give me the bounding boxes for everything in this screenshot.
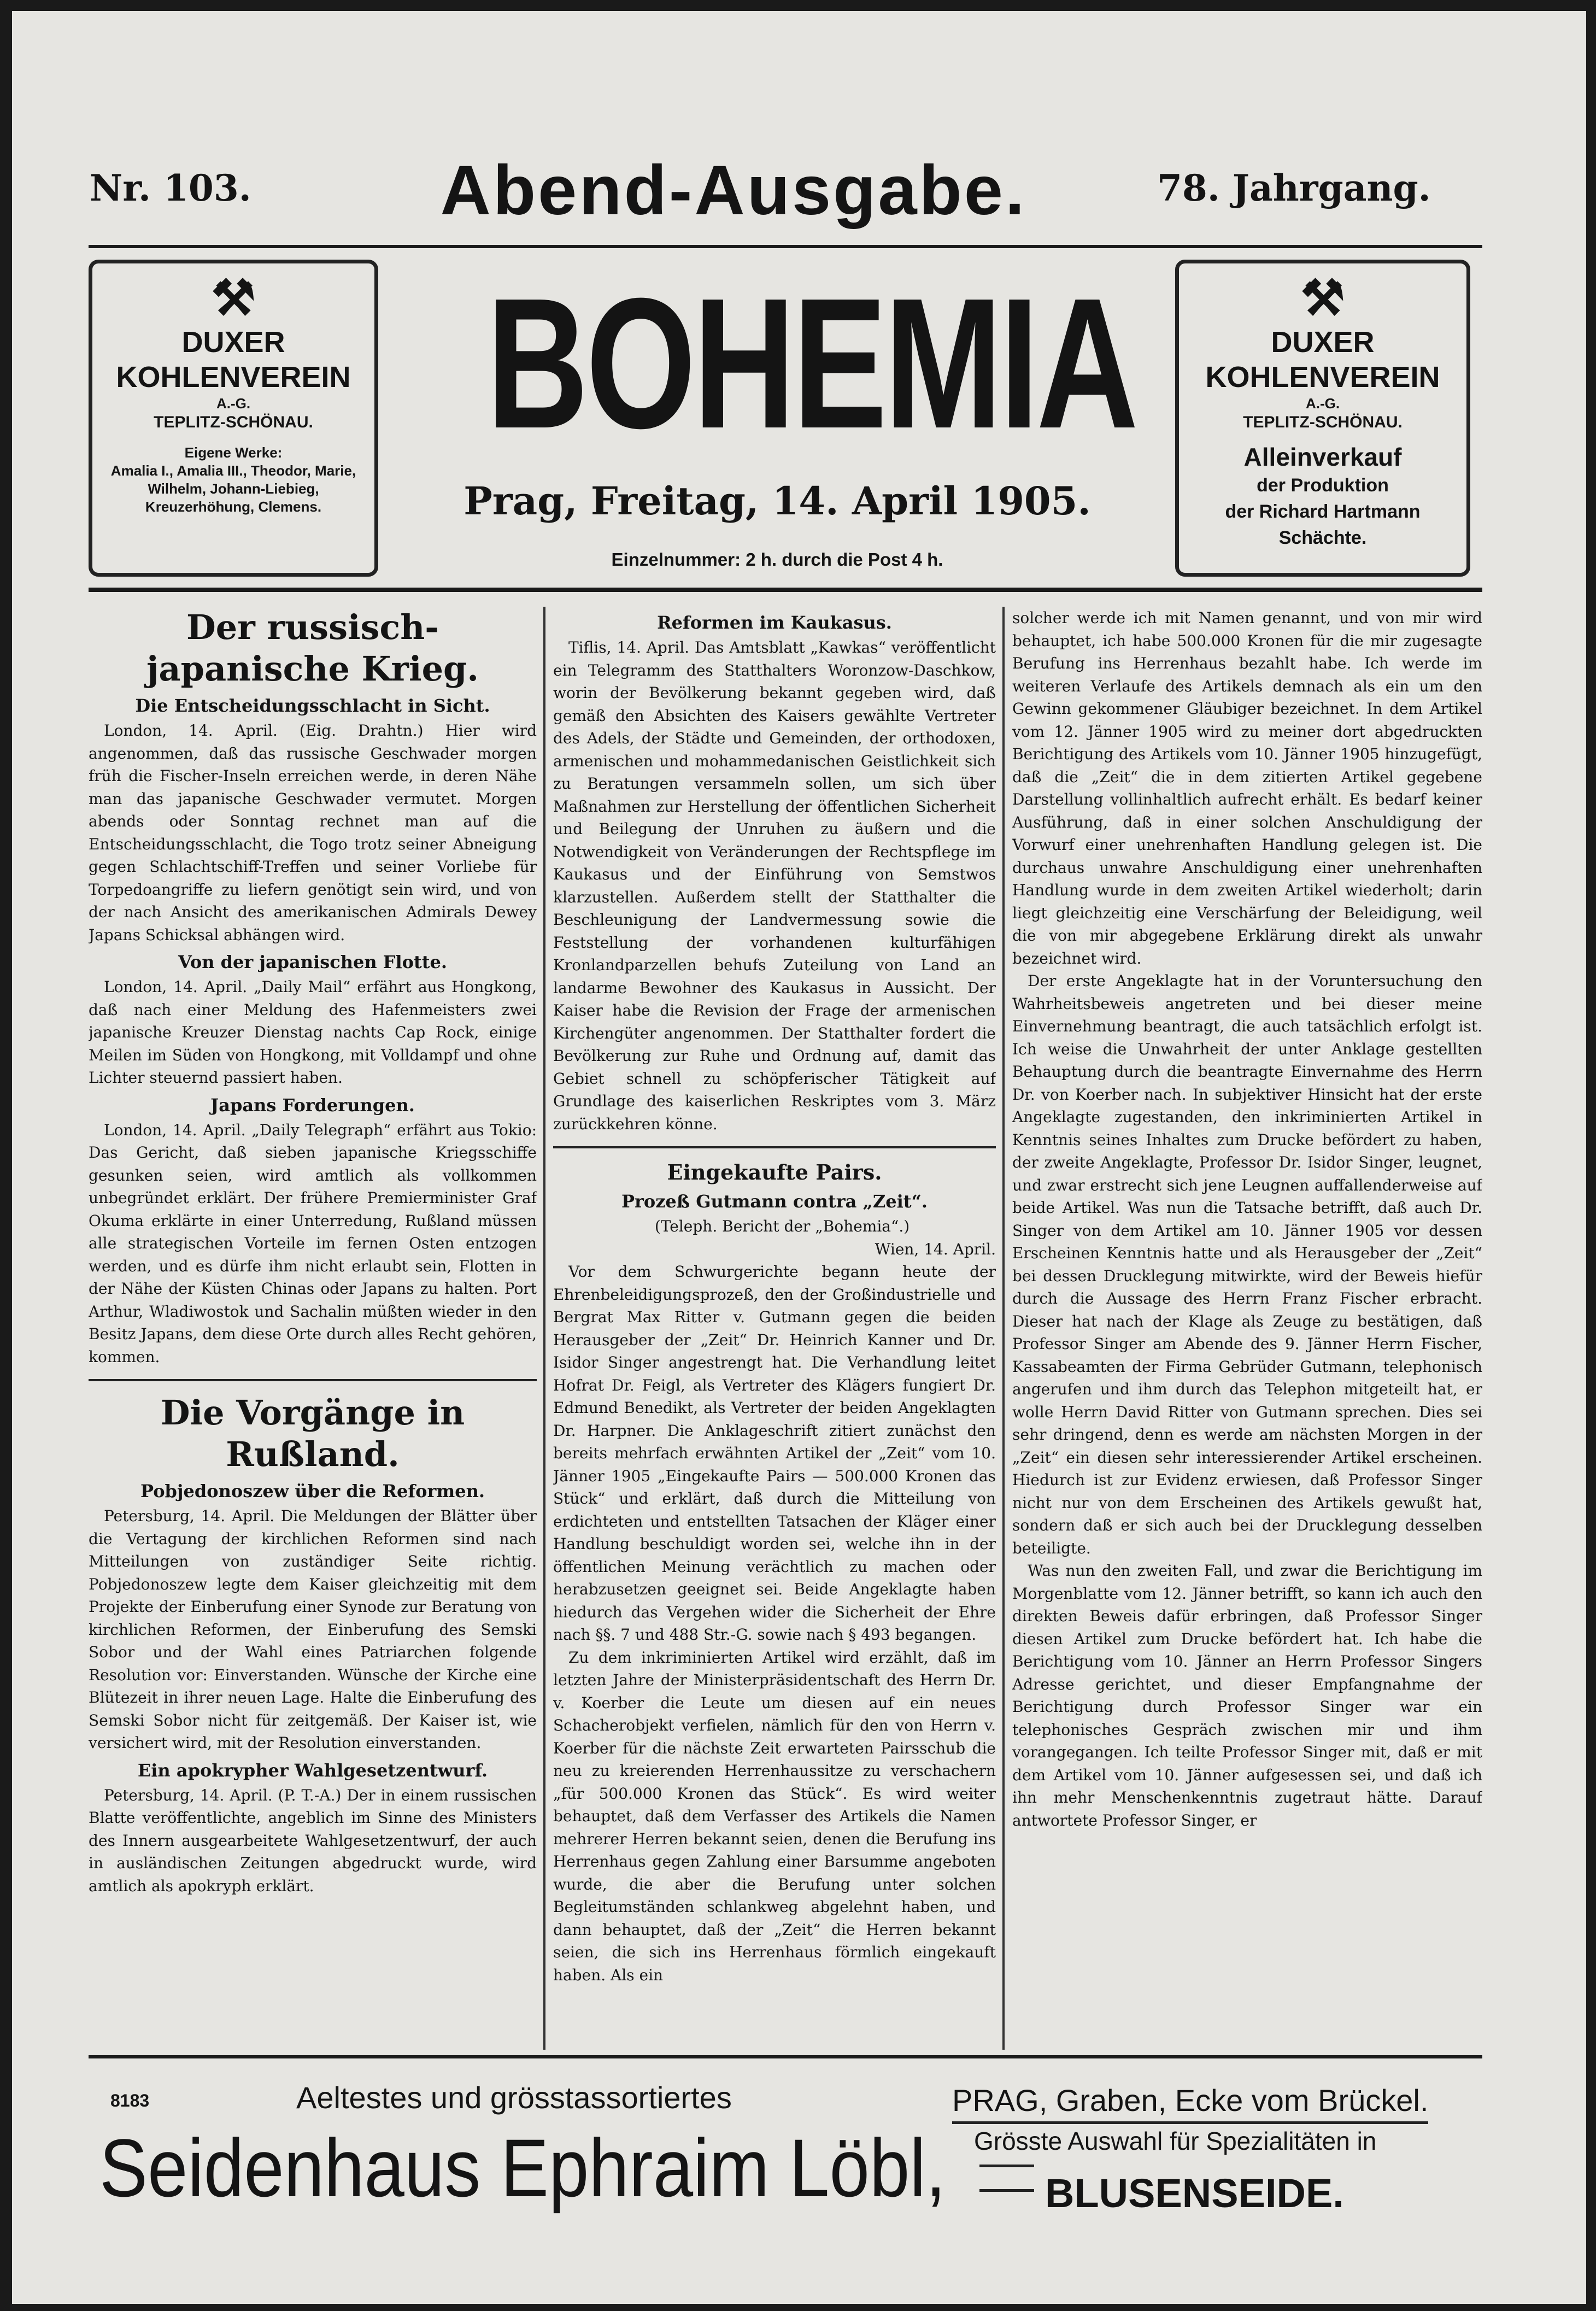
bottom-rule — [89, 2055, 1482, 2058]
subhead-decisive-battle: Die Entscheidungsschlacht in Sicht. — [135, 695, 490, 716]
masthead-rule — [89, 588, 1482, 592]
headline-pairs: Eingekaufte Pairs. — [667, 1160, 882, 1184]
article-paragraph: London, 14. April. (Eig. Drahtn.) Hier wird angenommen, daß das russische Geschwader morgen früh die Fischer-Inseln erreichen werde, in deren Nähe man das japanische Geschwader vermutet. Morgen abends oder Sonntag rechnet man auf die Entscheidungsschlacht, die Togo trotz seiner Abneigung gegen Schlachtschiff-Treffen und seiner Vorliebe für Torpedoangriffe zu liefern genötigt sein wird, und von der nach Ansicht des amerikanischen Admirals Dewey Japans Schicksal abhängen wird. — [89, 722, 537, 944]
article-divider — [553, 1146, 996, 1148]
ad-right-company-1: DUXER — [1271, 326, 1375, 359]
ad-right-headline: Alleinverkauf — [1243, 443, 1402, 471]
ad-choice-line: Grösste Auswahl für Spezialitäten in — [974, 2127, 1377, 2155]
edition-title: Abend-Ausgabe. — [440, 151, 1027, 230]
article-paragraph: Vor dem Schwurgerichte begann heute der Ehrenbeleidigungsprozeß, den der Großindustrielle und Bergrat Max Ritter v. Gutmann gegen die beiden Herausgeber der „Zeit“ Dr. Heinrich Kanner und Dr. Isidor Singer angestrengt hat. Die Verhandlung leitet Hofrat Dr. Feigl, als Vertreter des Klägers fungiert Dr. Edmund Benedikt, als Vertreter der beiden Angeklagten Dr. Harpner. Die Anklageschrift zitiert zunächst den bereits mehrfach erwähnten Artikel der „Zeit“ vom 10. Jänner 1905 „Eingekaufte Pairs — 500.000 Kronen das Stück“ und erklärt, daß durch die Mitteilung von erdichteten und entstellten Tatsachen der Kläger einer Handlung beschuldigt worden sei, welche ihn in der öffentlichen Meinung verächtlich zu machen oder herabzusetzen geeignet sei. Beide Angeklagte haben hiedurch das Vergehen wider die Sicherheit der Ehre nach §§. 7 und 488 Str.-G. sowie nach § 493 begangen. — [553, 1263, 996, 1644]
subhead-election-draft: Ein apokrypher Wahlgesetzentwurf. — [137, 1759, 488, 1781]
ad-right-line-3: Schächte. — [1278, 527, 1367, 548]
volume-number: 78. Jahrgang. — [1157, 167, 1431, 209]
place-dateline: Wien, 14. April. — [875, 1240, 996, 1258]
article-paragraph: Zu dem inkriminierten Artikel wird erzählt, daß im letzten Jahre der Ministerpräsidentschaft des Herrn Dr. v. Koerber die Leute um diesen auf ein neues Schacherobjekt verfielen, nämlich für den von Herrn v. Koerber für die nächste Zeit erwarteten Pairsschub die neu zu kreierenden Herrenhaussitze zu verschachern „für 500.000 Kronen das Stück“. Es wird weiter behauptet, daß dem Verfasser des Artikels die Namen mehrerer Herren bekannt seien, denen die Berufung ins Herrenhaus gegen Zahlung einer Barsumme angeboten wurde, die aber die Berufung unter solchen Begleitumständen schlankweg abgelehnt haben, und dann behauptet, daß der „Zeit“ die Herren bekannt seien, die sich ins Herrenhaus förmlich eingekauft haben. Als ein — [553, 1648, 996, 1984]
hammer-pick-icon: ⚒ — [1300, 271, 1345, 326]
column-1 — [89, 607, 537, 2050]
subhead-caucasus-reforms: Reformen im Kaukasus. — [657, 612, 892, 633]
ad-right-city: TEPLITZ-SCHÖNAU. — [1243, 413, 1403, 431]
issue-number: Nr. 103. — [90, 167, 251, 209]
subhead-gutmann-trial: Prozeß Gutmann contra „Zeit“. — [621, 1191, 928, 1212]
article-paragraph: Der erste Angeklagte hat in der Voruntersuchung den Wahrheitsbeweis angetreten und bei dieser meine Einvernehmung beantragt, die auch tatsächlich erfolgt ist. Ich weise die Unwahrheit der unter Anklage gestellten Behauptung durch die beantragte Einvernahme des Herrn Dr. von Koerber nach. In subjektiver Hinsicht hat der erste Angeklagte zugestanden, den inkriminierten Artikel in Kenntnis seines Inhaltes zum Drucke befördert zu haben, der zweite Angeklagte, Professor Dr. Isidor Singer, leugnet, und zwar erstrecht sich jene Leugnen auffallenderweise auf beide Artikel. Was nun die Tatsache betrifft, daß auch Dr. Singer von dem Artikel am 10. Jänner 1905 vor dessen Erscheinen Kenntnis hatte und als Herausgeber der „Zeit“ bei dessen Drucklegung mitwirkte, wird der Beweis hiefür durch die Aussage des Herrn Franz Fischer erbracht. Dieser hat nach der Klage als Zeuge zu bestätigen, daß Professor Singer am Abende des 9. Jänner Herrn Fischer, Kassabeamten der Firma Gebrüder Gutmann, telephonisch angerufen und ihm durch das Telephon mitgeteilt hat, er wolle Herrn David Ritter von Gutmann sprechen. Dies sei sehr dringend, denn es werde am nächsten Morgen in der „Zeit“ ein diesen sehr interessierender Artikel erscheinen. Hiedurch ist zur Evidenz erwiesen, daß Professor Singer nicht nur von dem Erscheinen des Artikels gewußt hat, sondern daß er sich auch bei der Drucklegung desselben beteiligte. — [1012, 972, 1482, 1557]
ad-address: PRAG, Graben, Ecke vom Brückel. — [952, 2083, 1428, 2124]
newspaper-page — [12, 11, 1586, 2304]
article-paragraph: Petersburg, 14. April. (P. T.-A.) Der in einem russischen Blatte veröffentlichte, angeblich im Sinne des Ministers des Innern ausgearbeitete Wahlgesetzentwurf, der auch in ausländischen Zeitungen abgedruckt wurde, wird amtlich als apokryph erklärt. — [89, 1786, 537, 1895]
ad-tagline: Aeltestes und grösstassortiertes — [296, 2080, 732, 2115]
ad-right-suffix: A.-G. — [1305, 395, 1340, 412]
article-paragraph: Petersburg, 14. April. Die Meldungen der Blätter über die Vertagung der kirchlichen Reformen sind nach Mitteilungen von zuständiger Seite richtig. Pobjedonoszew legte dem Kaiser gleichzeitig mit dem Projekte der Einberufung einer Synode zur Beratung von kirchlichen Reformen, der Einberufung des Semski Sobor und der Wahl eines Patriarchen folgende Resolution vor: Einverstanden. Wünsche der Kirche eine Blütezeit in ihrer neuen Lage. Halte die Einberufung des Semski Sobor nicht für zeitgemäß. Der Kaiser ist, wie versichert wird, mit der Resolution einverstanden. — [89, 1507, 537, 1752]
ad-left-company-1: DUXER — [181, 326, 285, 359]
price-line: Einzelnummer: 2 h. durch die Post 4 h. — [611, 549, 943, 570]
headline-war: Der russisch-japanische Krieg. — [146, 607, 479, 689]
subhead-japan-demands: Japans Forderungen. — [210, 1094, 415, 1116]
ad-right-line-2: der Richard Hartmann — [1225, 501, 1421, 522]
article-paragraph: Tiflis, 14. April. Das Amtsblatt „Kawkas“ veröffentlicht ein Telegramm des Statthalters Woronzow-Daschkow, worin der Bevölkerung bekannt gegeben wird, daß gemäß den Absichten des Kaisers gewählte Vertreter des Adels, der Städte und Gemeinden, der orthodoxen, armenischen und mohammedanischen Geistlichkeit sich zu Beratungen versammeln sollen, um sich über Maßnahmen zur Herstellung der öffentlichen Sicherheit und Beilegung der Unruhen zu äußern und die Notwendigkeit von Veränderungen der Rechtspflege im Kaukasus und der Einführung von Semstwos klarzustellen. Außerdem stellt der Statthalter die Beschleunigung der Landvermessung sowie die Feststellung der vorhandenen kulturfähigen Kronlandparzellen behufs Zuteilung von Land an landarme Bewohner des Kaukasus in Aussicht. Der Kaiser habe die Revision der Frage der armenischen Kirchengüter angenommen. Der Statthalter fordert die Bevölkerung zur Ruhe und Ordnung auf, damit das Gebiet schnell zu schöpferischer Tätigkeit auf Grundlage des kaiserlichen Reskriptes vom 3. März zurückkehren könne. — [553, 638, 996, 1133]
ad-box-left — [89, 260, 378, 577]
headline-russia: Die Vorgänge in Rußland. — [160, 1393, 465, 1474]
article-paragraph: London, 14. April. „Daily Telegraph“ erfährt aus Tokio: Das Gericht, daß sieben japanische Kriegsschiffe gesunken seien, wird amtlich als vollkommen unbegründet erklärt. Der frühere Premierminister Graf Okuma erklärte in einer Unterredung, Rußland müssen alle strategischen Vorteile im fernen Osten entzogen werden, und es dürfe ihm nicht erlaubt sein, Flotten in der Nähe der Küsten Chinas oder Japans zu halten. Port Arthur, Wladiwostok und Sachalin müßten wieder in den Besitz Japans, dem diese Orte durch alles Recht gehören, kommen. — [89, 1121, 537, 1366]
hammer-pick-icon: ⚒ — [211, 271, 256, 326]
telephone-report-note: (Teleph. Bericht der „Bohemia“.) — [654, 1217, 910, 1235]
masthead-title: BOHEMIA — [486, 260, 1136, 467]
article-paragraph: Was nun den zweiten Fall, und zwar die Berichtigung im Morgenblatte vom 12. Jänner betrifft, so kann ich auch den direkten Beweis dafür erbringen, daß Professor Singer diesen Artikel zum Drucke befördert hat. Ich habe die Berichtigung vom 10. Jänner an Herrn Professor Singers Adresse gerichtet, und dieser Empfangnahme der Berichtigung durch Professor Singer war ein telephonisches Gespräch zwischen mir und ihm vorangegangen. Ich teilte Professor Singer mit, daß er mit dem Artikel vom 10. Jänner aufgesessen sei, und daß ich ihn mehr Menschenkenntnis zugetraut hätte. Darauf antwortete Professor Singer, er — [1012, 1562, 1482, 1829]
ad-left-company-2: KOHLENVEREIN — [116, 361, 351, 394]
ad-right-company-2: KOHLENVEREIN — [1205, 361, 1440, 394]
article-divider — [89, 1379, 537, 1381]
subhead-japanese-fleet: Von der japanischen Flotte. — [178, 952, 448, 972]
column-divider — [1002, 607, 1005, 2050]
top-rule — [89, 245, 1482, 248]
column-3 — [1012, 607, 1482, 2050]
dateline: Prag, Freitag, 14. April 1905. — [463, 478, 1091, 524]
ad-box-right — [1175, 260, 1470, 577]
ad-left-suffix: A.-G. — [216, 395, 251, 412]
ad-left-works-heading: Eigene Werke: — [184, 444, 283, 461]
ad-left-city: TEPLITZ-SCHÖNAU. — [154, 413, 313, 431]
ad-product: BLUSENSEIDE. — [1045, 2171, 1344, 2216]
column-divider — [543, 607, 545, 2050]
ad-left-works-list: Amalia I., Amalia III., Theodor, Marie, Wilhelm, Johann-Liebieg, Kreuzerhöhung, Clemens. — [110, 462, 356, 515]
column-2 — [553, 607, 996, 2050]
ad-right-line-1: der Produktion — [1257, 475, 1389, 496]
article-paragraph: London, 14. April. „Daily Mail“ erfährt aus Hongkong, daß nach einer Meldung des Hafenmeisters zwei japanische Kreuzer Dienstag nachts Cap Rock, einige Meilen im Süden von Hongkong, mit Volldampf und ohne Lichter steuernd passiert haben. — [89, 978, 537, 1087]
ad-number: 8183 — [110, 2091, 150, 2110]
ad-ornament-lines — [979, 2165, 1034, 2192]
article-paragraph: solcher werde ich mit Namen genannt, und von mir wird behauptet, ich habe 500.000 Kronen für die mir zugesagte Berufung ins Herrenhaus bezahlt habe. Ich werde im weiteren Verlaufe des Artikels demnach als ein um den Gewinn gekommener Gläubiger bezeichnet. In dem Artikel vom 12. Jänner 1905 wird zu meiner dort abgedruckten Berichtigung des Artikels vom 10. Jänner 1905 hinzugefügt, daß die „Zeit“ die in dem zitierten Artikel gegebene Darstellung vollinhaltlich aufrecht erhält. Es bedarf keiner Ausführung, daß in einer solchen Anschuldigung der Vorwurf einer unehrenhaften Handlung gelegen ist. Die durchaus unwahre Anschuldigung einer unehrenhaften Handlung wurde in dem zweiten Artikel wiederholt; darin liegt gleichzeitig eine Verschärfung der Beleidigung, weil die von mir abgegebene Erklärung direkt als unwahr bezeichnet wird. — [1012, 609, 1482, 967]
subhead-pobjedonoszew: Pobjedonoszew über die Reformen. — [140, 1481, 485, 1501]
ad-shop-name: Seidenhaus Ephraim Löbl, — [99, 2122, 946, 2214]
